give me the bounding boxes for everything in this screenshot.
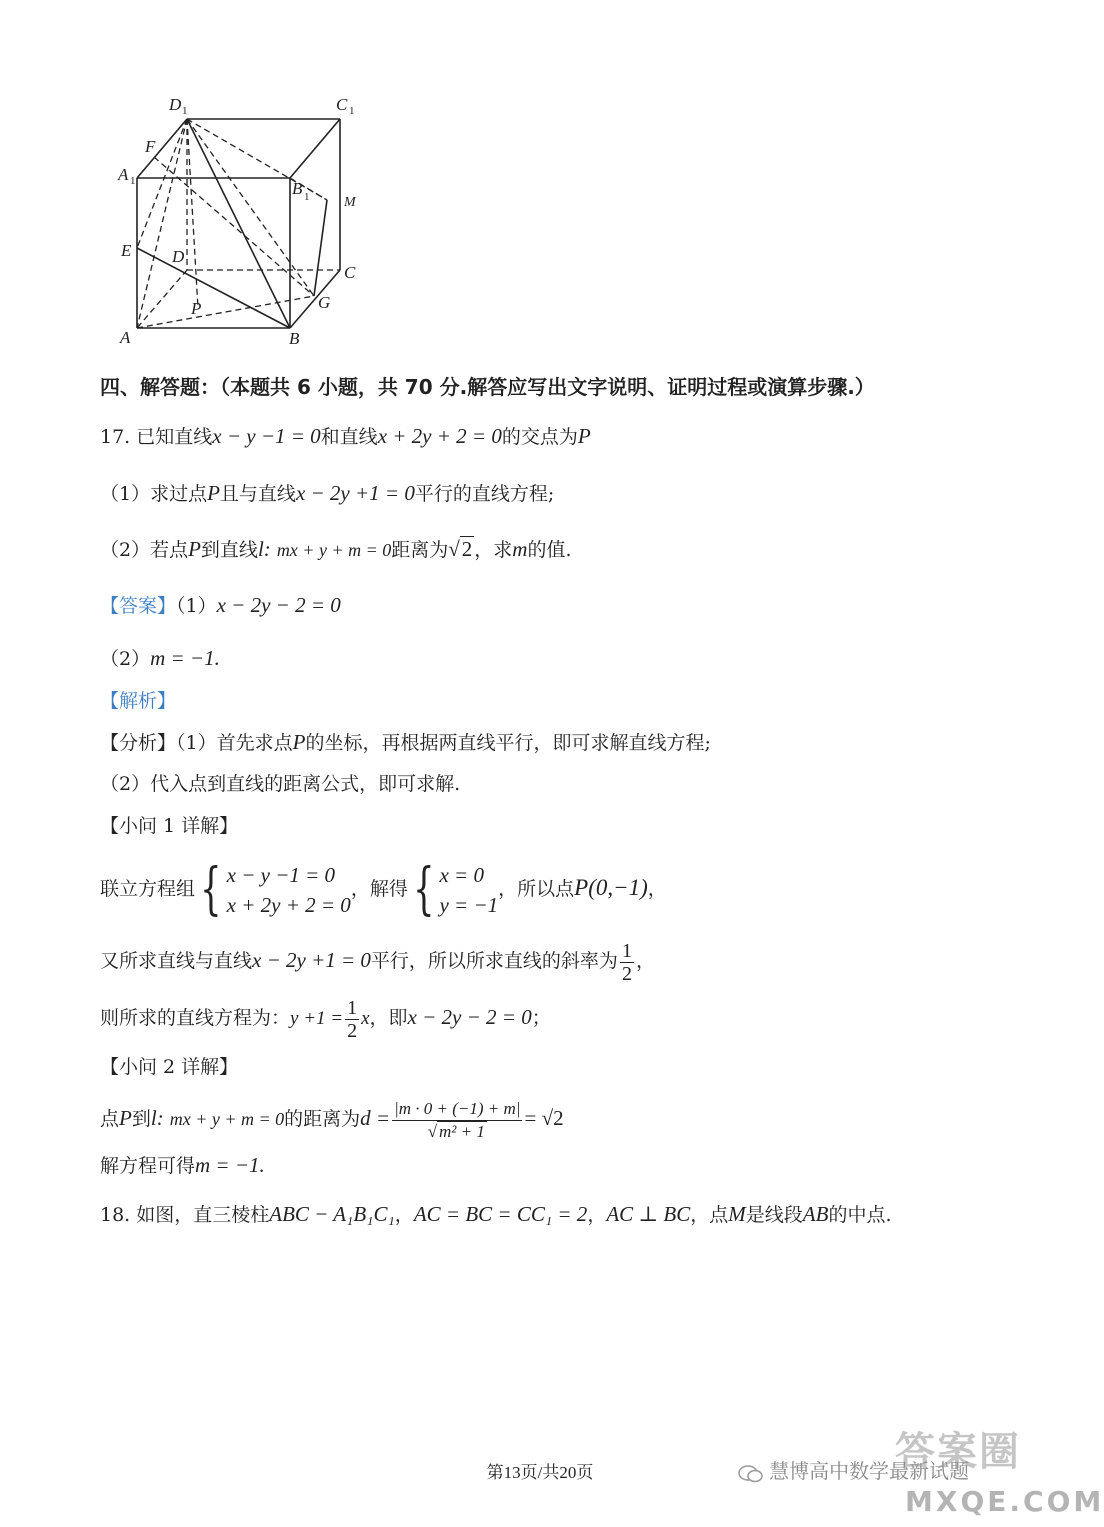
equation-system-1: x − y −1 = 0 x + 2y + 2 = 0 [226, 863, 351, 917]
fraction-one-half: $\frac{1}{2}$ [347, 996, 358, 1042]
left-brace: { [200, 857, 222, 922]
q17-part1: （1）求过点P且与直线x − 2y +1 = 0平行的直线方程; [100, 481, 555, 505]
watermark-account: 慧博高中数学最新试题 [738, 1455, 969, 1484]
label-E: E [121, 241, 132, 260]
fenxi-line-1: 【分析】（1）首先求点P的坐标，再根据两直线平行，即可求解直线方程; [100, 730, 711, 754]
label-B: B [289, 329, 300, 348]
label-B1: B [292, 179, 303, 198]
answer-line-2: （2）m = −1. [100, 646, 220, 670]
label-C1: C [336, 95, 348, 114]
label-A: A [120, 328, 131, 347]
sub2-line-1: 点P到l: mx + y + m = 0的距离为d = $\frac{|m \cdot 0 + (-1) + m|}{\text{√ m² + 1}}$ = √2 [100, 1098, 564, 1141]
watermark-logo: 答案圈 [895, 1429, 1021, 1475]
label-F: F [145, 137, 156, 156]
svg-text:1: 1 [130, 175, 136, 187]
label-G: G [318, 293, 331, 312]
equation-system-2: x = 0 y = −1 [439, 863, 499, 917]
label-D: D [172, 247, 185, 266]
sqrt-2: √2 [448, 537, 473, 561]
sub1-line-2: 又所求直线与直线x − 2y +1 = 0平行，所以所求直线的斜率为 $\frac{1}{2}$ ， [100, 939, 655, 985]
svg-text:1: 1 [182, 105, 188, 117]
label-M: M [344, 195, 356, 210]
label-A1: A [118, 165, 129, 184]
sub1-line-3: 则所求的直线方程为：y +1 = $\frac{1}{2}$ x，即x − 2y − 2 = 0； [100, 996, 551, 1042]
distance-fraction: $\frac{|m \cdot 0 + (-1) + m|}{\text{√ m² + 1}}$ [394, 1098, 521, 1141]
q18-stem: 18. 如图，直三棱柱ABC − A₁B₁C₁，AC = BC = CC₁ = 2，AC ⊥ BC，点M是线段AB的中点. [100, 1202, 892, 1226]
fenxi-line-2: （2）代入点到直线的距离公式，即可求解. [100, 773, 461, 795]
analysis-tag: 【解析】 [100, 690, 177, 712]
answer-line-1: 【答案】（1）x − 2y − 2 = 0 [100, 593, 341, 617]
geometry-figure [110, 88, 370, 353]
sub1-title: 【小问 1 详解】 [100, 815, 239, 837]
svg-text:1: 1 [349, 105, 355, 117]
page-number: 第13页/共20页 [486, 1463, 594, 1482]
svg-text:1: 1 [304, 191, 310, 203]
sub2-title: 【小问 2 详解】 [100, 1056, 239, 1078]
label-P: P [191, 299, 202, 318]
q17-part2: （2）若点P到直线l: mx + y + m = 0距离为√2 ，求m的值. [100, 537, 572, 561]
label-C: C [344, 263, 356, 282]
q17-stem: 17. 已知直线x − y −1 = 0和直线x + 2y + 2 = 0的交点为P [100, 424, 591, 448]
watermark-site: MXQE.COM [905, 1485, 1104, 1518]
answer-tag: 【答案】 [100, 595, 177, 617]
fraction-one-half: $\frac{1}{2}$ [621, 939, 632, 985]
sub2-line-2: 解方程可得m = −1. [100, 1153, 265, 1177]
section-header: 四、解答题：（本题共 6 小题，共 70 分.解答应写出文字说明、证明过程或演算步骤.） [100, 375, 875, 399]
wechat-icon [738, 1464, 764, 1484]
sub1-system-line: 联立方程组{ x − y −1 = 0 x + 2y + 2 = 0 ，解得{ x = 0 y = −1 ，所以点P(0,−1)， [100, 857, 667, 922]
left-brace: { [412, 857, 435, 922]
label-D1: D [169, 95, 182, 114]
